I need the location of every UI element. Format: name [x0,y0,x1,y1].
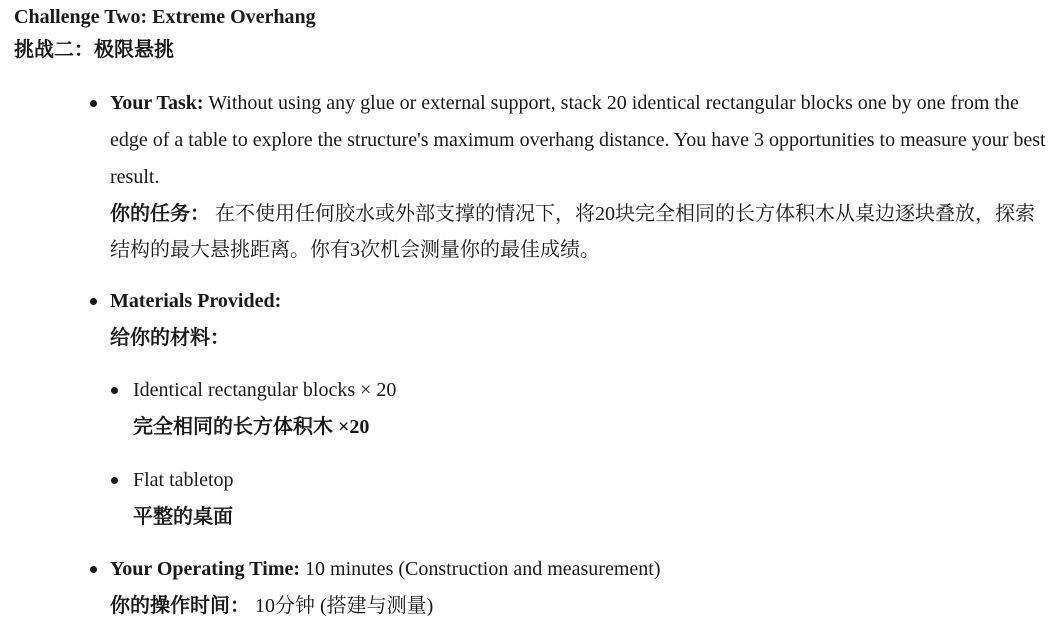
time-english [110,551,1050,588]
task-list [14,85,1050,268]
bullet-icon [90,566,97,573]
blocks-text-zh: 完全相同的长方体积木 ×20 [133,416,370,438]
title-chinese: 挑战二：极限悬挑 [14,39,174,61]
sub-item-blocks [14,372,1050,446]
tabletop-text-en: Flat tabletop [133,469,234,491]
tabletop-text-zh: 平整的桌面 [133,506,233,528]
sub-item-tabletop [14,462,1050,536]
list-item [14,372,1050,446]
list-item-time [14,551,1050,625]
blocks-text-en: Identical rectangular blocks × 20 [133,379,397,401]
list-item-materials [14,283,1050,357]
time-text-zh: 10分钟 (搭建与测量) [250,595,434,617]
time-list [14,551,1050,625]
materials-label-zh: 给你的材料： [110,327,230,349]
task-chinese [110,196,1050,268]
list-item [14,551,1050,625]
list-item-task [14,85,1050,268]
time-label-zh: 你的操作时间： [110,595,250,617]
materials-sublist [14,462,1050,536]
task-label-zh: 你的任务： [110,203,210,225]
task-english [110,85,1050,196]
bullet-icon [111,477,118,484]
list-item [14,283,1050,357]
task-label-en: Your Task: [110,92,204,114]
list-item [14,462,1050,536]
time-chinese [110,588,1050,625]
materials-label-en: Materials Provided: [110,290,282,312]
time-text-en: 10 minutes (Construction and measurement) [300,558,661,580]
task-text-zh: 在不使用任何胶水或外部支撑的情况下，将20块完全相同的长方体积木从桌边逐块叠放，探索结构的最大悬挑距离。你有3次机会测量你的最佳成绩。 [110,203,1035,261]
materials-list [14,283,1050,357]
bullet-icon [111,387,118,394]
task-text-en: Without using any glue or external support, stack 20 identical rectangular blocks one by one from the edge of a table to explore the structure's maximum overhang distance. You have 3 opportunities to measure your best result. [110,92,1046,188]
title-english: Challenge Two: Extreme Overhang [14,6,316,28]
bullet-icon [90,100,97,107]
materials-sublist [14,372,1050,446]
bullet-icon [90,298,97,305]
list-item [14,85,1050,268]
time-label-en: Your Operating Time: [110,558,301,580]
